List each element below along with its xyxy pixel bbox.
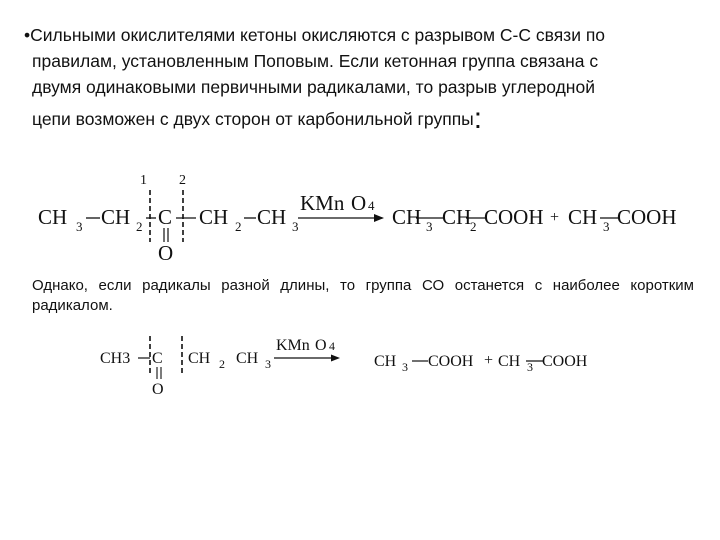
product2-ch3-b: CH	[498, 353, 521, 370]
intro-line-4-text: цепи возможен с двух сторон от карбонильной группы	[32, 109, 474, 129]
cleavage-label-2: 2	[179, 173, 186, 188]
bullet: •	[24, 25, 31, 45]
product-cooh-2: COOH	[617, 205, 677, 229]
product-ch2: CH	[442, 205, 472, 229]
reactant-ch3-end: CH	[257, 205, 287, 229]
reagent-kmn: KMn	[300, 191, 345, 215]
reagent-sub: 4	[368, 198, 375, 213]
product2-cooh-2: COOH	[542, 353, 588, 370]
reagent2-kmn: KMn	[276, 337, 310, 354]
reactant2-oxygen: O	[152, 381, 164, 398]
plus-sign-2: +	[484, 352, 494, 369]
intro-line-2: правилам, установленным Поповым. Если кетонная группа связана с	[32, 51, 599, 71]
reactant-ch2-a-sub: 2	[136, 219, 143, 234]
cleavage-label-1: 1	[140, 173, 147, 188]
reactant-oxygen: O	[158, 241, 174, 265]
reaction-1	[0, 168, 720, 268]
reactant-ch3-end-sub: 3	[292, 219, 299, 234]
product-ch3-b: CH	[568, 205, 598, 229]
reagent2-o: O	[315, 337, 327, 354]
product-cooh-1: COOH	[484, 205, 544, 229]
reactant-carbonyl-c: C	[158, 205, 173, 229]
intro-paragraph	[24, 22, 696, 135]
product2-ch3-b-sub: 3	[527, 360, 533, 374]
plus-sign-1: +	[550, 209, 560, 226]
product-ch3-sub: 3	[426, 219, 433, 234]
arrow-head	[374, 214, 384, 222]
reagent-o: O	[351, 191, 367, 215]
product2-ch3: CH	[374, 353, 397, 370]
reactant-ch2-b: CH	[199, 205, 229, 229]
reactant2-ch3: CH3	[100, 350, 131, 367]
reactant-ch3: CH	[38, 205, 68, 229]
reactant2-ch2-sub: 2	[219, 357, 225, 371]
intro-line-4	[24, 102, 696, 135]
product-ch3-b-sub: 3	[603, 219, 610, 234]
intro-line-3: двумя одинаковыми первичными радикалами, то разрыв углеродной	[32, 77, 595, 97]
reagent2-sub: 4	[329, 339, 335, 353]
reactant2-ch3-end: CH	[236, 350, 259, 367]
reactant2-ch3-end-sub: 3	[265, 357, 271, 371]
second-paragraph: Однако, если радикалы разной длины, то группа СО останется с наиболее коротким радикалом.	[32, 277, 694, 314]
product2-ch3-sub: 3	[402, 360, 408, 374]
product-ch3: CH	[392, 205, 422, 229]
reactant-ch2-b-sub: 2	[235, 219, 242, 234]
reactant-ch3-sub: 3	[76, 219, 83, 234]
reaction-2	[0, 330, 720, 400]
arrow-head	[331, 355, 340, 362]
reactant2-carbonyl-c: C	[152, 350, 163, 367]
intro-colon: :	[473, 102, 483, 135]
intro-line-1	[24, 22, 696, 48]
reactant2-ch2: CH	[188, 350, 211, 367]
intro-line-1-text: Сильными окислителями кетоны окисляются с разрывом С-С связи по	[30, 25, 606, 45]
product2-cooh-1: COOH	[428, 353, 474, 370]
reactant-ch2-a: CH	[101, 205, 131, 229]
product-ch2-sub: 2	[470, 219, 477, 234]
